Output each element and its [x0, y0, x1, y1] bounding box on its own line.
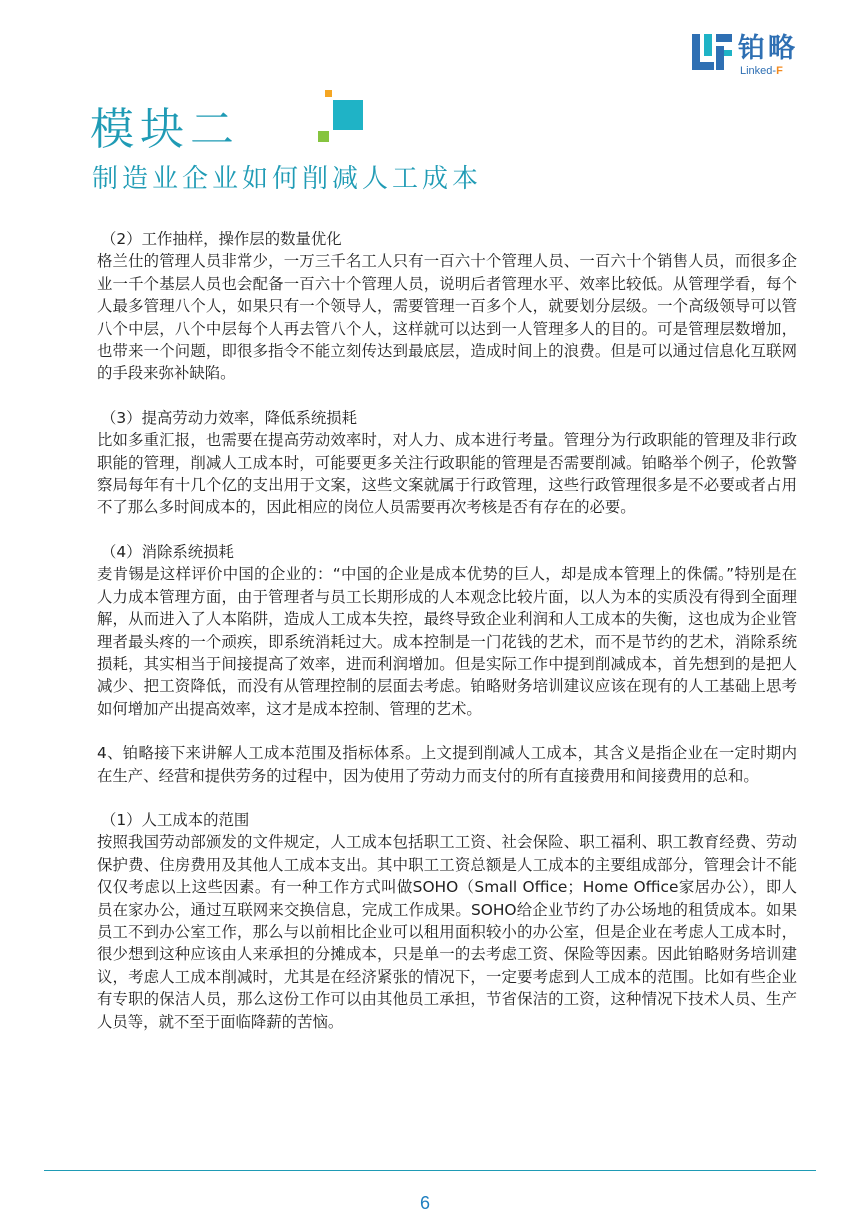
- article-body: [97, 228, 797, 1055]
- page-number: 6: [419, 1193, 430, 1213]
- section-work-sampling: [97, 228, 797, 385]
- decorative-square-teal: [333, 100, 363, 130]
- section-paragraph: 4、铂略接下来讲解人工成本范围及指标体系。上文提到削减人工成本，其含义是指企业在一定时期内在生产、经营和提供劳务的过程中，因为使用了劳动力而支付的所有直接费用和间接费用的总和。: [97, 744, 797, 785]
- section-heading: （4）消除系统损耗: [101, 542, 234, 561]
- section-labor-cost-scope: [97, 809, 797, 1033]
- section-paragraph: 麦肯锡是这样评价中国的企业的：“中国的企业是成本优势的巨人，却是成本管理上的侏儒。”特别是在人力成本管理方面，由于管理者与员工长期形成的人本观念比较片面，以人为本的实质没有得到全面理解，从而进入了人本陷阱，造成人工成本失控，最终导致企业利润和人工成本的失衡，这也成为企业管理者最头疼的一个顽疾，即系统消耗过大。成本控制是一门花钱的艺术，而不是节约的艺术，消除系统损耗，其实相当于间接提高了效率，进而利润增加。但是实际工作中提到削减成本，首先想到的是把人减少、把工资降低，而没有从管理控制的层面去考虑。铂略财务培训建议应该在现有的人工基础上思考如何增加产出提高效率，这才是成本控制、管理的艺术。: [97, 565, 797, 718]
- section-eliminate-loss: [97, 541, 797, 720]
- section-heading: （2）工作抽样，操作层的数量优化: [101, 230, 342, 248]
- section-paragraph: 比如多重汇报，也需要在提高劳动效率时，对人力、成本进行考量。管理分为行政职能的管理及非行政职能的管理，削减人工成本时，可能要更多关注行政职能的管理是否需要削减。铂略举个例子，伦敦警察局每年有十几个亿的支出用于文案，这些文案就属于行政管理，这些行政管理很多是不必要或者占用不了那么多时间成本的，因此相应的岗位人员需要再次考核是否有存在的必要。: [97, 431, 797, 517]
- section-paragraph: 格兰仕的管理人员非常少，一万三千名工人只有一百六十个管理人员、一百六十个销售人员，而很多企业一千个基层人员也会配备一百六十个管理人员，说明后者管理水平、效率比较低。从管理学看，每个人最多管理八个人，如果只有一个领导人，需要管理一百多个人，就要划分层级。一个高级领导可以管八个中层，八个中层每个人再去管八个人，这样就可以达到一人管理多人的目的。可是管理层数增加，也带来一个问题，即很多指令不能立刻传达到最底层，造成时间上的浪费。但是可以通过信息化互联网的手段来弥补缺陷。: [97, 252, 797, 383]
- section-paragraph: 按照我国劳动部颁发的文件规定，人工成本包括职工工资、社会保险、职工福利、职工教育经费、劳动保护费、住房费用及其他人工成本支出。其中职工工资总额是人工成本的主要组成部分，管理会计不能仅仅考虑以上这些因素。有一种工作方式叫做SOHO（Small Office；Home Office家居办公），即人员在家办公，通过互联网来交换信息，完成工作成果。SOHO给企业节约了办公场地的租赁成本。如果员工不到办公室工作，那么与以前相比企业可以租用面积较小的办公室，但是企业在考虑人工成本时，很少想到这种应该由人来承担的分摊成本，只是单一的去考虑工资、保险等因素。因此铂略财务培训建议，考虑人工成本削减时，尤其是在经济紧张的情况下，一定要考虑到人工成本的范围。比如有些企业有专职的保洁人员，那么这份工作可以由其他员工承担，节省保洁的工资，这种情况下技术人员、生产人员等，就不至于面临降薪的苦恼。: [97, 833, 797, 1031]
- decorative-square-amber: [325, 90, 332, 97]
- section-labor-efficiency: [97, 407, 797, 519]
- module-title: 模块二: [90, 104, 240, 155]
- module-subtitle: 制造业企业如何削减人工成本: [92, 164, 483, 194]
- section-heading: （1）人工成本的范围: [101, 810, 250, 829]
- section-cost-scope-intro: [97, 742, 797, 787]
- brand-logo: [690, 32, 820, 76]
- section-heading: （3）提高劳动力效率，降低系统损耗: [101, 408, 358, 427]
- decorative-square-green: [318, 131, 329, 142]
- footer-divider: [44, 1170, 816, 1171]
- linked-f-logo-icon: [690, 32, 734, 76]
- logo-english-name: Linked-F: [740, 65, 783, 77]
- logo-chinese-name: 铂略: [738, 33, 798, 64]
